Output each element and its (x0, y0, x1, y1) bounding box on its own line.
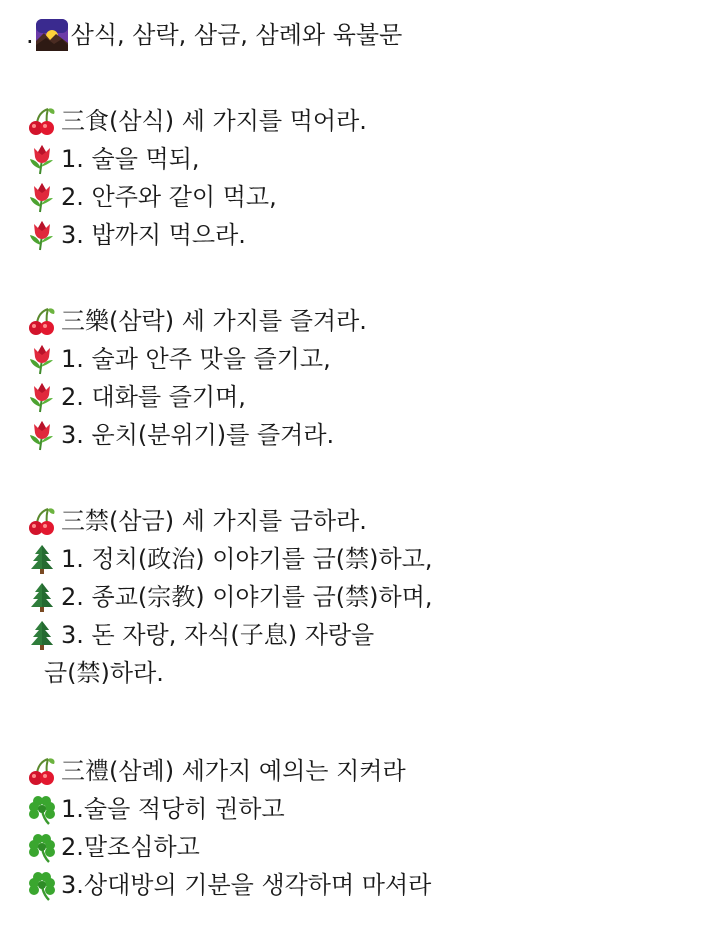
section-heading (26, 105, 367, 137)
tulip-icon (26, 419, 58, 451)
list-item (26, 619, 374, 651)
cherries-icon (26, 755, 58, 787)
list-item (26, 219, 246, 251)
section-heading (26, 755, 406, 787)
shamrock-icon (26, 793, 58, 825)
section-heading-text: 三食(삼식) 세 가지를 먹어라. (61, 107, 367, 135)
list-item (26, 543, 433, 575)
list-item-text: 2.말조심하고 (61, 833, 200, 861)
list-item (26, 581, 433, 613)
list-item-text: 2. 안주와 같이 먹고, (61, 183, 277, 211)
tulip-icon (26, 143, 58, 175)
list-item-text: 1. 정치(政治) 이야기를 금(禁)하고, (61, 545, 433, 573)
list-item (26, 343, 331, 375)
list-item-text: 3. 운치(분위기)를 즐겨라. (61, 421, 335, 449)
list-item (26, 143, 200, 175)
list-item-text: 3. 돈 자랑, 자식(子息) 자랑을 (61, 621, 375, 649)
evergreen-tree-icon (26, 619, 58, 651)
tulip-icon (26, 219, 58, 251)
evergreen-tree-icon (26, 543, 58, 575)
list-item (26, 793, 285, 825)
title-text: 삼식, 삼락, 삼금, 삼례와 육불문 (70, 21, 403, 49)
cherries-icon (26, 505, 58, 537)
list-item-text: 1. 술과 안주 맛을 즐기고, (61, 345, 331, 373)
cherries-icon (26, 105, 58, 137)
shamrock-icon (26, 831, 58, 863)
tulip-icon (26, 381, 58, 413)
section-heading-text: 三樂(삼락) 세 가지를 즐겨라. (61, 307, 367, 335)
sunrise-over-mountains-icon (36, 19, 68, 51)
list-item-continuation-text: 금(禁)하라. (44, 659, 164, 687)
tulip-icon (26, 343, 58, 375)
title-line (26, 19, 402, 51)
cherries-icon (26, 305, 58, 337)
list-item (26, 381, 246, 413)
evergreen-tree-icon (26, 581, 58, 613)
list-item (26, 181, 277, 213)
list-item-text: 3.상대방의 기분을 생각하며 마셔라 (61, 871, 432, 899)
tulip-icon (26, 181, 58, 213)
list-item-text: 2. 종교(宗教) 이야기를 금(禁)하며, (61, 583, 433, 611)
list-item-text: 1. 술을 먹되, (61, 145, 200, 173)
shamrock-icon (26, 869, 58, 901)
section-heading-text: 三禁(삼금) 세 가지를 금하라. (61, 507, 367, 535)
list-item-text: 2. 대화를 즐기며, (61, 383, 246, 411)
list-item-text: 1.술을 적당히 권하고 (61, 795, 285, 823)
title-prefix: . (26, 21, 34, 49)
section-heading-text: 三禮(삼례) 세가지 예의는 지켜라 (61, 757, 406, 785)
list-item (26, 831, 200, 863)
list-item (26, 419, 334, 451)
list-item-continuation (44, 657, 164, 689)
list-item (26, 869, 431, 901)
section-heading (26, 505, 367, 537)
list-item-text: 3. 밥까지 먹으라. (61, 221, 246, 249)
section-heading (26, 305, 367, 337)
